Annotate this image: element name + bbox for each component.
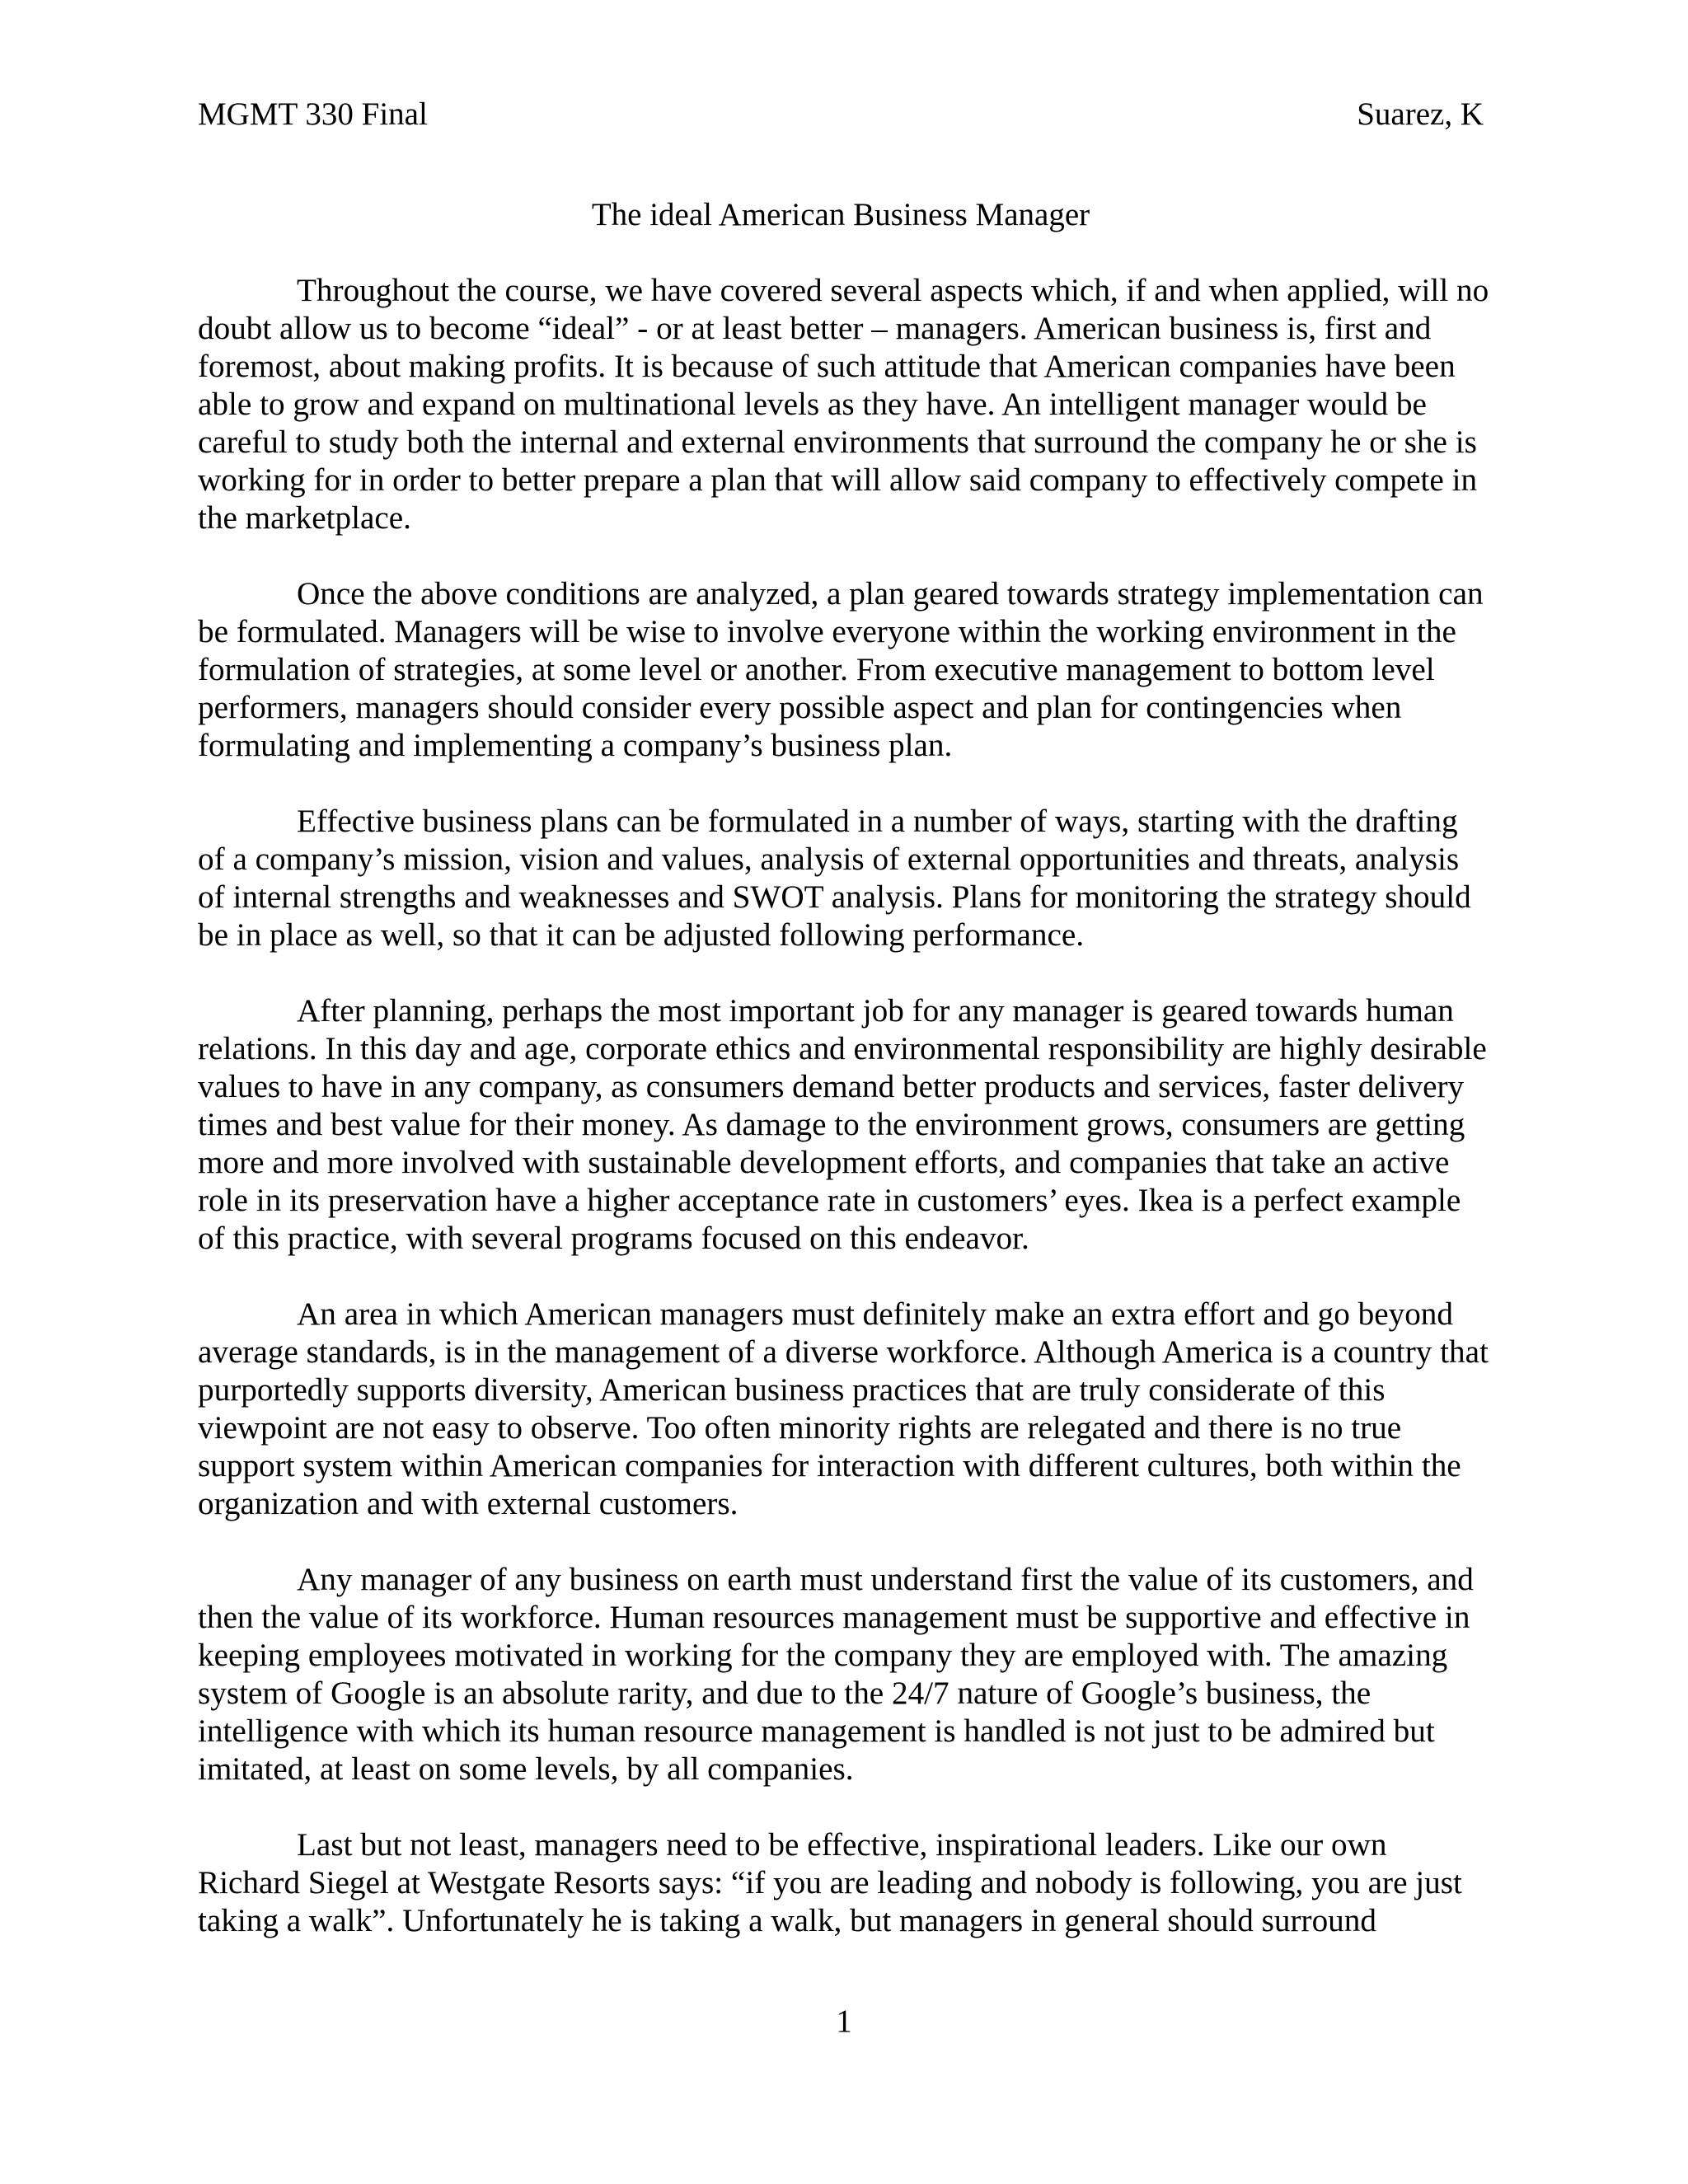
paragraph: Effective business plans can be formulated in a number of ways, starting with the drafting of a company’s mission, vision and values, analysis of external opportunities and threats, analysis of internal strengths and weaknesses and SWOT analysis. Plans for monitoring the strategy should be in place as well, so that it can be adjusted following performance. [198,804,1471,953]
header-course: MGMT 330 Final [198,96,428,132]
document-title: The ideal American Business Manager [591,197,1090,232]
document-body [198,272,1492,1978]
paragraph: Once the above conditions are analyzed, a plan geared towards strategy implementation can be formulated. Managers will be wise to involve everyone within the working environment in the formulation of strategies, at some level or another. From executive management to bottom level performers, managers should consider every possible aspect and plan for contingencies when formulating and implementing a company’s business plan. [198,576,1484,763]
header-author: Suarez, K [1357,96,1484,132]
paragraph: Throughout the course, we have covered several aspects which, if and when applied, will no doubt allow us to become “ideal” - or at least better – managers. American business is, first and foremost, about making profits. It is because of such attitude that American companies have been able to grow and expand on multinational levels as they have. An intelligent manager would be careful to study both the internal and external environments that surround the company he or she is working for in order to better prepare a plan that will allow said company to effectively compete in the marketplace. [198,273,1489,536]
paragraph: Any manager of any business on earth must understand first the value of its customers, and then the value of its workforce. Human resources management must be supportive and effective in keeping employees motivated in working for the company they are employed with. The amazing system of Google is an absolute rarity, and due to the 24/7 nature of Google’s business, the intelligence with which its human resource management is handled is not just to be admired but imitated, at least on some levels, by all companies. [198,1562,1474,1787]
paragraph: An area in which American managers must definitely make an extra effort and go beyond average standards, is in the management of a diverse workforce. Although America is a country that purportedly supports diversity, American business practices that are truly considerate of this viewpoint are not easy to observe. Too often minority rights are relegated and there is no true support system within American companies for interaction with different cultures, both within the organization and with external customers. [198,1296,1489,1521]
paragraph: After planning, perhaps the most important job for any manager is geared towards human relations. In this day and age, corporate ethics and environmental responsibility are highly desirable values to have in any company, as consumers demand better products and services, faster delivery times and best value for their money. As damage to the environment grows, consumers are getting more and more involved with sustainable development efforts, and companies that take an active role in its preservation have a higher acceptance rate in customers’ eyes. Ikea is a perfect example of this practice, with several programs focused on this endeavor. [198,993,1487,1256]
page-number: 1 [836,2004,852,2039]
paragraph: Last but not least, managers need to be effective, inspirational leaders. Like our own Richard Siegel at Westgate Resorts says: “if you are leading and nobody is following, you are just taking a walk”. Unfortunately he is taking a walk, but managers in general should surround [198,1827,1462,1938]
